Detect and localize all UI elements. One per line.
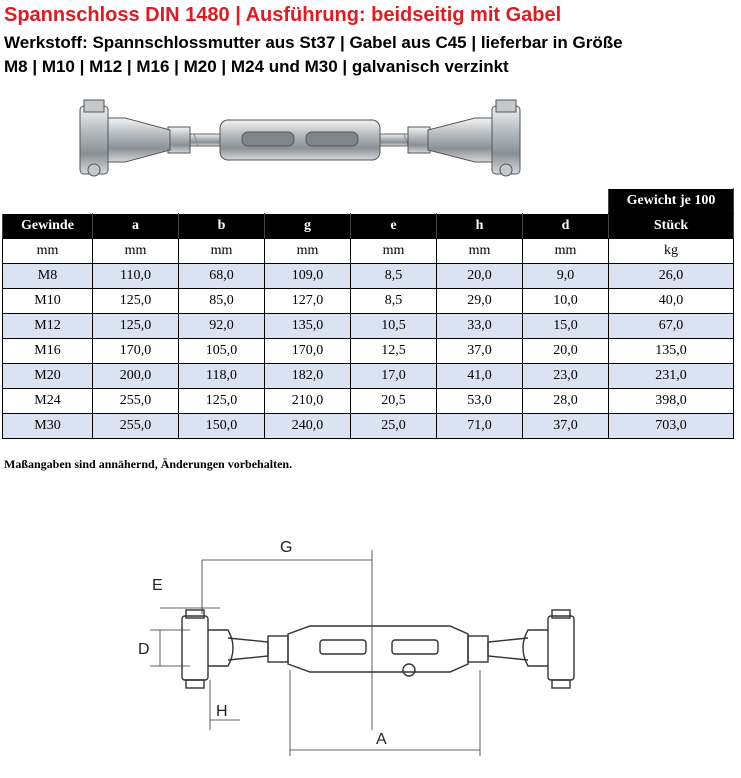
value-cell: 703,0 [609,414,734,439]
table-row [3,314,734,339]
value-cell: 135,0 [265,314,351,339]
thread-size-cell: M10 [3,289,93,314]
table-top-row [3,189,734,214]
value-cell: 125,0 [93,314,179,339]
dim-label-d: D [138,641,150,658]
thread-size-cell: M16 [3,339,93,364]
dimension-drawing [120,530,600,770]
column-header: Stück [609,214,734,239]
value-cell: 37,0 [523,414,609,439]
value-cell: 53,0 [437,389,523,414]
value-cell: 150,0 [179,414,265,439]
value-cell: 8,5 [351,289,437,314]
unit-cell: mm [437,239,523,264]
value-cell: 127,0 [265,289,351,314]
value-cell: 210,0 [265,389,351,414]
page-title: Spannschloss DIN 1480 | Ausführung: beidseitig mit Gabel [4,4,562,26]
dim-label-h: H [216,703,228,720]
thread-size-cell: M8 [3,264,93,289]
value-cell: 110,0 [93,264,179,289]
turnbuckle-photo [70,96,530,182]
value-cell: 20,5 [351,389,437,414]
dim-label-e: E [152,577,163,594]
value-cell: 125,0 [179,389,265,414]
value-cell: 125,0 [93,289,179,314]
value-cell: 10,5 [351,314,437,339]
dim-label-g: G [280,539,293,556]
value-cell: 255,0 [93,414,179,439]
unit-cell: mm [351,239,437,264]
value-cell: 15,0 [523,314,609,339]
value-cell: 37,0 [437,339,523,364]
value-cell: 29,0 [437,289,523,314]
column-header: a [93,214,179,239]
table-row [3,364,734,389]
column-header: g [265,214,351,239]
value-cell: 255,0 [93,389,179,414]
thread-size-cell: M12 [3,314,93,339]
table-body [3,264,734,439]
value-cell: 10,0 [523,289,609,314]
column-header: b [179,214,265,239]
value-cell: 398,0 [609,389,734,414]
thread-size-cell: M24 [3,389,93,414]
value-cell: 135,0 [609,339,734,364]
value-cell: 240,0 [265,414,351,439]
unit-cell: mm [265,239,351,264]
value-cell: 28,0 [523,389,609,414]
value-cell: 8,5 [351,264,437,289]
column-header: Gewinde [3,214,93,239]
thread-size-cell: M30 [3,414,93,439]
sizes-line: M8 | M10 | M12 | M16 | M20 | M24 und M30 | galvanisch verzinkt [4,57,509,76]
value-cell: 20,0 [523,339,609,364]
value-cell: 26,0 [609,264,734,289]
value-cell: 40,0 [609,289,734,314]
value-cell: 23,0 [523,364,609,389]
value-cell: 118,0 [179,364,265,389]
value-cell: 182,0 [265,364,351,389]
column-header: e [351,214,437,239]
table-row [3,289,734,314]
value-cell: 170,0 [93,339,179,364]
disclaimer-note: Maßangaben sind annähernd, Änderungen vorbehalten. [4,457,293,471]
value-cell: 17,0 [351,364,437,389]
units-row [3,239,734,264]
value-cell: 33,0 [437,314,523,339]
column-header: d [523,214,609,239]
unit-cell: mm [93,239,179,264]
value-cell: 68,0 [179,264,265,289]
value-cell: 200,0 [93,364,179,389]
dim-label-a: A [376,731,387,748]
dimension-table [2,188,734,439]
value-cell: 109,0 [265,264,351,289]
weight-header: Gewicht je 100 [609,189,734,214]
value-cell: 71,0 [437,414,523,439]
table-row [3,264,734,289]
thread-size-cell: M20 [3,364,93,389]
value-cell: 85,0 [179,289,265,314]
value-cell: 67,0 [609,314,734,339]
table-row [3,414,734,439]
table-row [3,389,734,414]
value-cell: 20,0 [437,264,523,289]
unit-cell: mm [179,239,265,264]
value-cell: 92,0 [179,314,265,339]
value-cell: 25,0 [351,414,437,439]
material-line: Werkstoff: Spannschlossmutter aus St37 | Gabel aus C45 | lieferbar in Größe [4,33,623,52]
value-cell: 12,5 [351,339,437,364]
unit-cell: mm [523,239,609,264]
unit-cell: kg [609,239,734,264]
unit-cell: mm [3,239,93,264]
value-cell: 9,0 [523,264,609,289]
value-cell: 170,0 [265,339,351,364]
table-header-row [3,214,734,239]
table-row [3,339,734,364]
value-cell: 105,0 [179,339,265,364]
value-cell: 231,0 [609,364,734,389]
column-header: h [437,214,523,239]
value-cell: 41,0 [437,364,523,389]
